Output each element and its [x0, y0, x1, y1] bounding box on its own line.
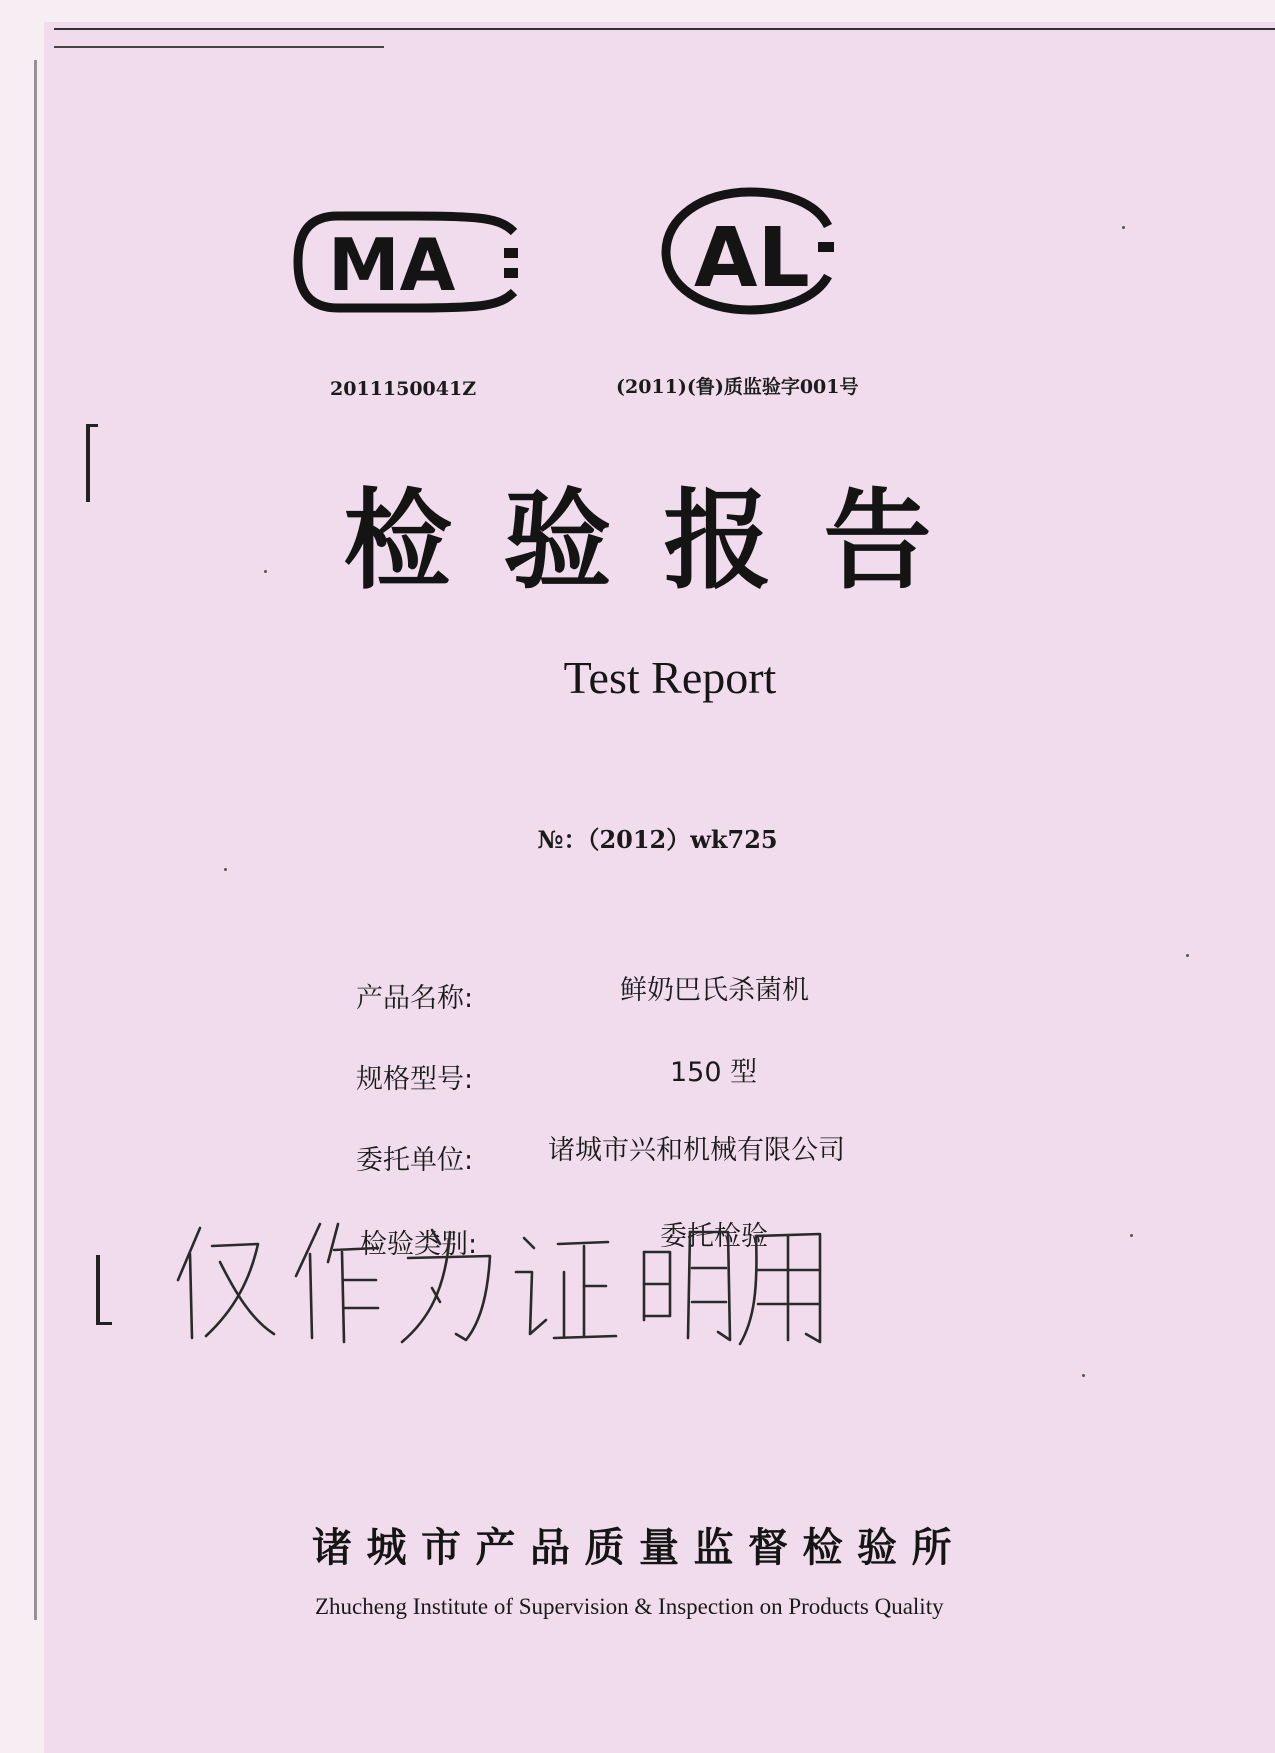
- cma-certificate-number: 2011150041Z: [330, 378, 477, 400]
- scan-speck: [264, 570, 267, 573]
- field-value-client: 诸城市兴和机械有限公司: [548, 1135, 845, 1166]
- cal-logo: [658, 186, 842, 316]
- scan-speck: [1082, 1374, 1085, 1377]
- scan-speck: [1130, 1234, 1133, 1237]
- field-label-inspection-type: 检验类别:: [360, 1229, 478, 1260]
- cma-logo: [292, 210, 532, 314]
- field-value-inspection-type: 委托检验: [660, 1221, 768, 1252]
- margin-bracket-mark: [96, 1322, 112, 1325]
- report-number: №：（2012）wk725: [537, 825, 778, 854]
- margin-bracket-mark: [86, 424, 98, 427]
- field-label-client: 委托单位:: [356, 1145, 474, 1176]
- scan-background-left: [0, 0, 44, 1753]
- scan-speck: [1186, 954, 1189, 957]
- scan-line: [54, 28, 1275, 30]
- scan-speck: [224, 868, 227, 871]
- margin-bracket-mark: [96, 1255, 100, 1325]
- cal-logo-text: AL: [694, 211, 810, 306]
- organization-name-english: Zhucheng Institute of Supervision & Inspection on Products Quality: [315, 1594, 944, 1619]
- field-label-product-name: 产品名称:: [356, 983, 474, 1014]
- cma-logo-text: MA: [328, 223, 456, 307]
- scan-speck: [1122, 226, 1125, 229]
- title-english: Test Report: [563, 652, 777, 703]
- field-value-model: 150 型: [670, 1057, 758, 1088]
- scan-line: [54, 46, 384, 48]
- field-value-product-name: 鲜奶巴氏杀菌机: [620, 975, 809, 1006]
- scan-background-top: [0, 0, 1275, 22]
- field-label-model: 规格型号:: [356, 1064, 474, 1095]
- cal-certificate-number: (2011)(鲁)质监验字001号: [616, 376, 859, 398]
- organization-name-chinese: 诸城市产品质量监督检验所: [312, 1525, 966, 1571]
- title-chinese: 检验报告: [343, 479, 984, 604]
- handwritten-note: [170, 1210, 830, 1350]
